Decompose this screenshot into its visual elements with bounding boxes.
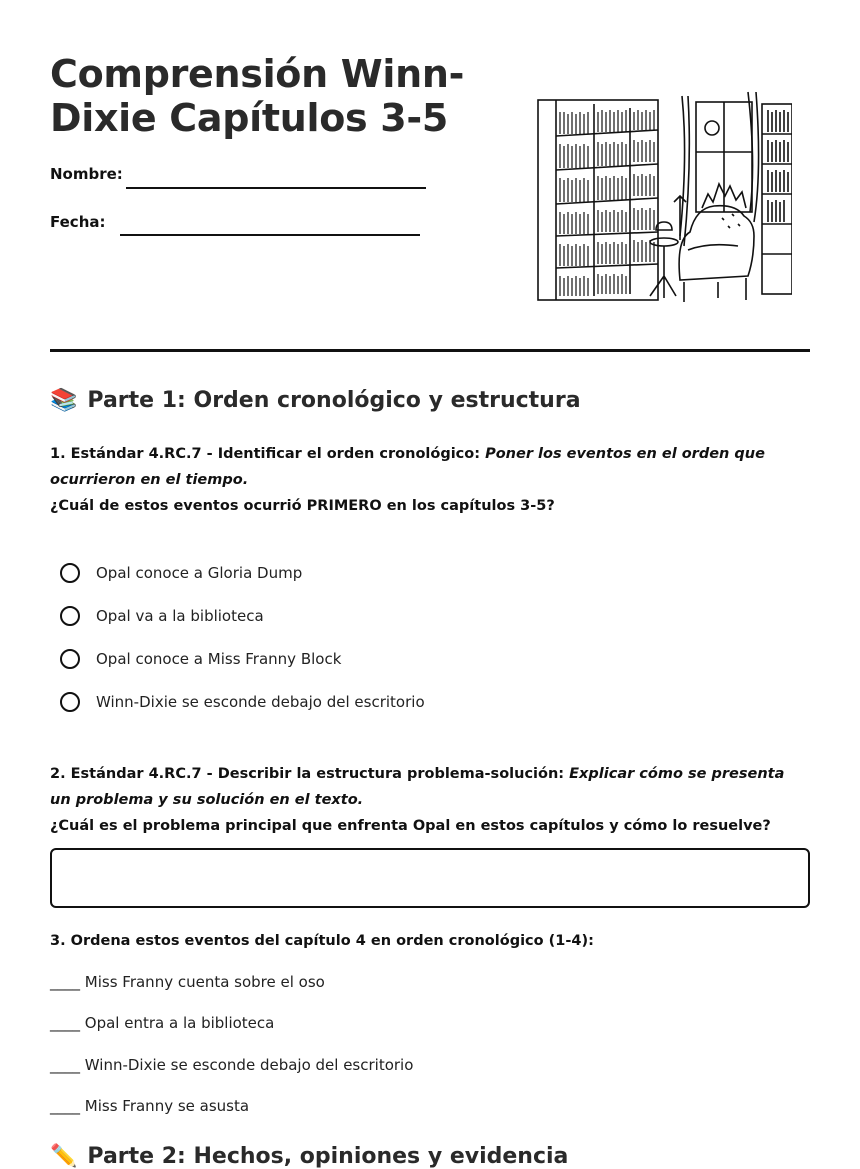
library-illustration [536, 90, 792, 312]
order-item-label: Opal entra a la biblioteca [84, 1014, 275, 1032]
question-3: 3. Ordena estos eventos del capítulo 4 en orden cronológico (1-4): [50, 933, 594, 949]
question-2 [50, 761, 810, 839]
armchair [679, 206, 754, 280]
q3-order-item[interactable] [50, 1097, 249, 1115]
order-blank[interactable]: ____ [50, 973, 80, 991]
radio-button[interactable] [60, 649, 80, 669]
books-icon: 📚 [50, 388, 78, 413]
q1-option[interactable] [60, 594, 425, 637]
order-blank[interactable]: ____ [50, 1056, 80, 1074]
q1-definition: Poner los eventos en el orden que ocurrieron en el tiempo. [50, 446, 765, 488]
q2-question: ¿Cuál es el problema principal que enfrenta Opal en estos capítulos y cómo lo resuelve? [50, 818, 771, 834]
part1-heading [50, 388, 581, 413]
q1-option-label: Opal conoce a Gloria Dump [96, 563, 303, 582]
radio-button[interactable] [60, 563, 80, 583]
radio-button[interactable] [60, 606, 80, 626]
q3-order-item[interactable] [50, 1056, 413, 1074]
q3-order-item[interactable] [50, 1014, 274, 1032]
q3-order-item[interactable] [50, 973, 325, 991]
worksheet-page [50, 0, 810, 1169]
question-1 [50, 441, 810, 519]
q1-question: ¿Cuál de estos eventos ocurrió PRIMERO en los capítulos 3-5? [50, 498, 555, 514]
q1-option[interactable] [60, 551, 425, 594]
q1-option-label: Opal conoce a Miss Franny Block [96, 649, 342, 668]
q2-answer-box[interactable] [50, 848, 810, 908]
order-blank[interactable]: ____ [50, 1014, 80, 1032]
pencil-icon: ✏️ [50, 1144, 78, 1169]
q1-option[interactable] [60, 680, 425, 723]
q1-option-label: Opal va a la biblioteca [96, 606, 264, 625]
part1-heading-text: Parte 1: Orden cronológico y estructura [87, 388, 581, 413]
q1-option[interactable] [60, 637, 425, 680]
name-label: Nombre: [50, 165, 123, 183]
part2-heading [50, 1144, 568, 1169]
q1-option-label: Winn-Dixie se esconde debajo del escritorio [96, 692, 425, 711]
date-label: Fecha: [50, 213, 106, 231]
order-item-label: Winn-Dixie se esconde debajo del escritorio [84, 1056, 414, 1074]
order-item-label: Miss Franny cuenta sobre el oso [84, 973, 325, 991]
name-field[interactable] [126, 187, 426, 189]
q2-standard: 2. Estándar 4.RC.7 - Describir la estructura problema-solución: [50, 766, 570, 782]
section-divider [50, 349, 810, 352]
radio-button[interactable] [60, 692, 80, 712]
q1-options [60, 551, 425, 723]
date-field[interactable] [120, 234, 420, 236]
q2-definition: Explicar cómo se presenta un problema y su solución en el texto. [50, 766, 785, 808]
order-blank[interactable]: ____ [50, 1097, 80, 1115]
worksheet-title: Comprensión Winn-Dixie Capítulos 3-5 [50, 52, 465, 140]
order-item-label: Miss Franny se asusta [84, 1097, 250, 1115]
part2-heading-text: Parte 2: Hechos, opiniones y evidencia [87, 1144, 569, 1169]
q1-standard: 1. Estándar 4.RC.7 - Identificar el orden cronológico: [50, 446, 486, 462]
